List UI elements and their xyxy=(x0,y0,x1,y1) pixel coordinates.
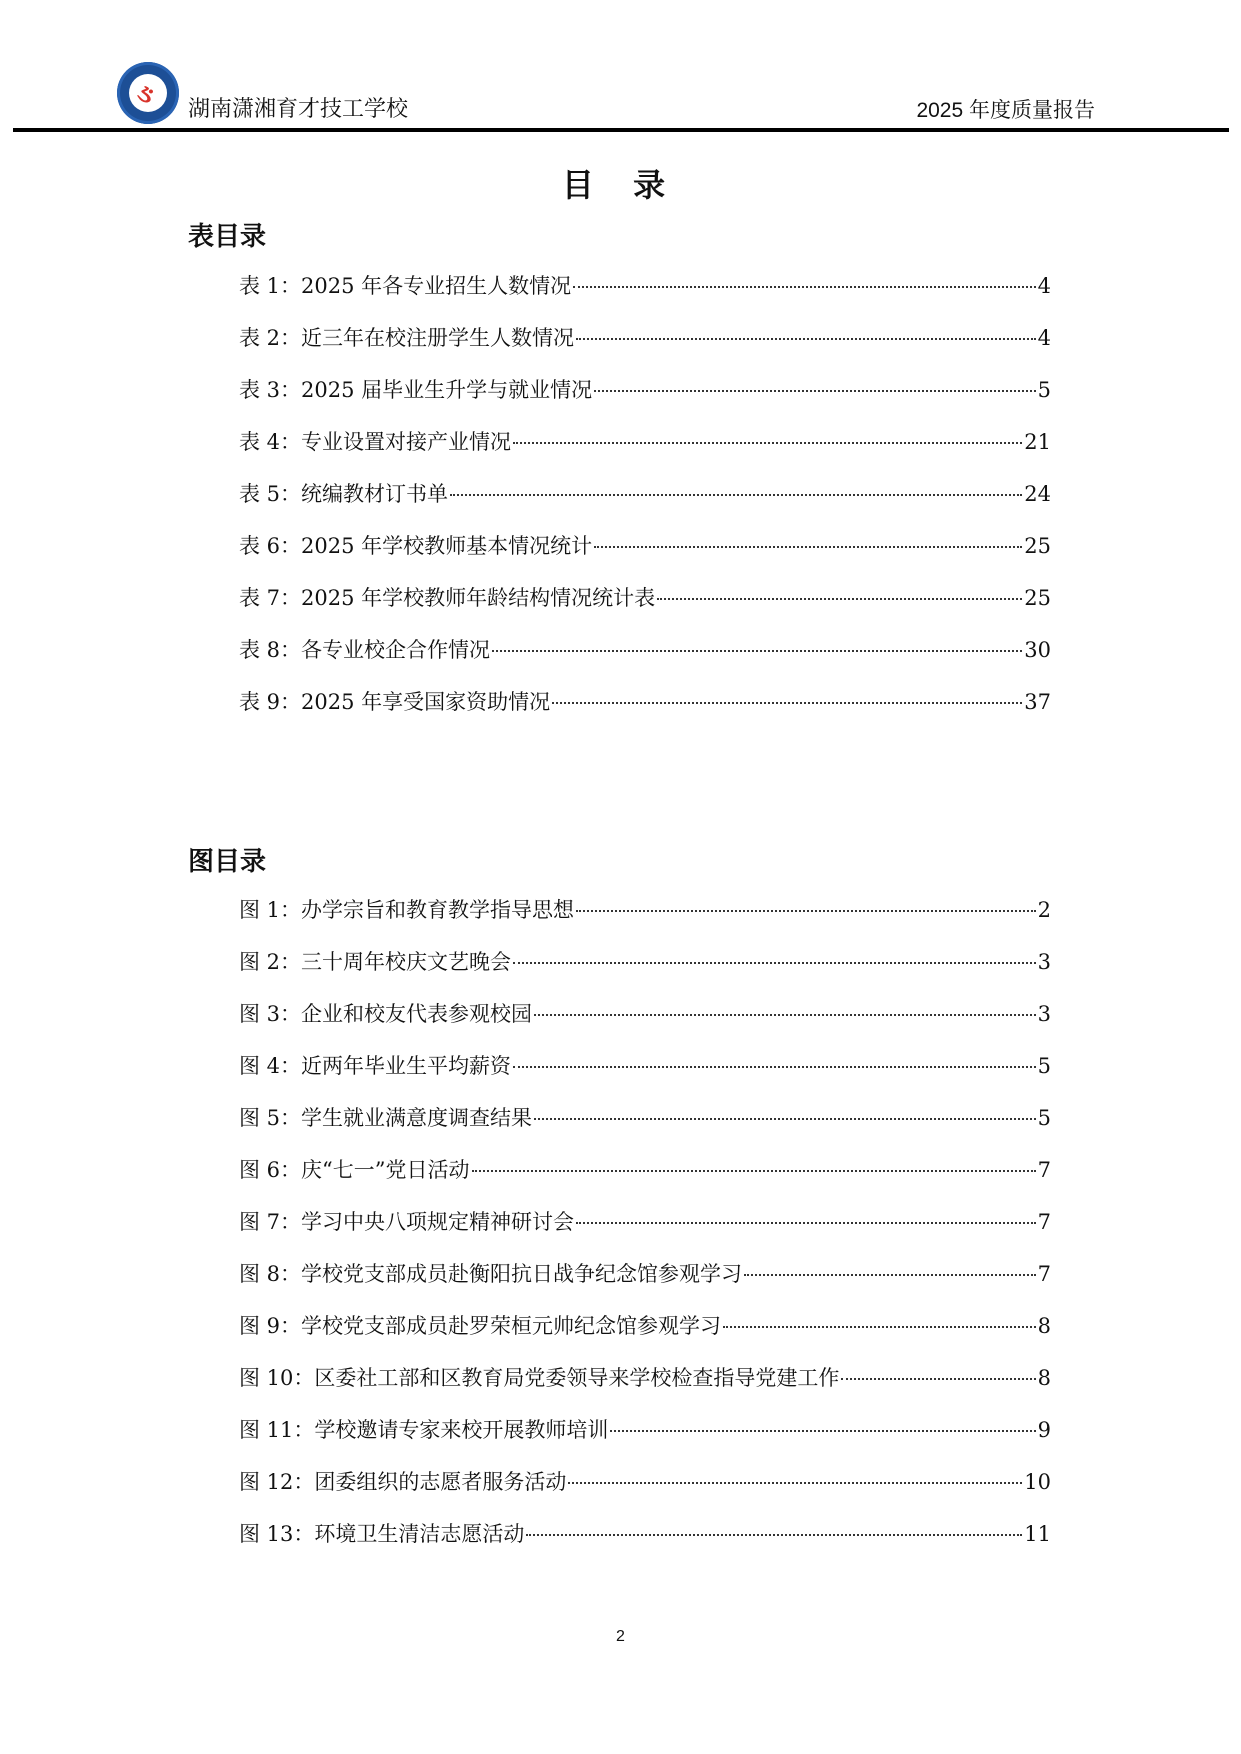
dot-leader xyxy=(594,390,1035,392)
dot-leader xyxy=(573,286,1035,288)
dot-leader xyxy=(552,702,1022,704)
school-logo: ઙ xyxy=(117,62,179,124)
toc-entry[interactable] xyxy=(239,686,1051,716)
toc-entry[interactable] xyxy=(239,270,1051,300)
toc-entry[interactable] xyxy=(239,1518,1051,1548)
toc-entry-page: 37 xyxy=(1024,690,1051,714)
toc-entry[interactable] xyxy=(239,1102,1051,1132)
toc-entry-label: 表 6：2025 年学校教师基本情况统计 xyxy=(239,534,593,558)
dot-leader xyxy=(576,910,1036,912)
toc-entry[interactable] xyxy=(239,998,1051,1028)
toc-entry-label: 表 7：2025 年学校教师年龄结构情况统计表 xyxy=(239,586,656,610)
toc-entry-page: 25 xyxy=(1024,534,1051,558)
dot-leader xyxy=(723,1326,1036,1328)
toc-entry[interactable] xyxy=(239,946,1051,976)
toc-entry-page: 21 xyxy=(1024,430,1051,454)
toc-entry-label: 表 8：各专业校企合作情况 xyxy=(239,638,491,662)
toc-entry[interactable] xyxy=(239,1206,1051,1236)
toc-entry-label: 表 1：2025 年各专业招生人数情况 xyxy=(239,274,572,298)
toc-entry[interactable] xyxy=(239,894,1051,924)
dot-leader xyxy=(744,1274,1036,1276)
toc-entry-page: 2 xyxy=(1037,898,1051,922)
dot-leader xyxy=(513,1066,1036,1068)
dot-leader xyxy=(841,1378,1035,1380)
figures-heading: 图目录 xyxy=(188,847,267,877)
toc-entry-page: 9 xyxy=(1037,1418,1051,1442)
toc-entry[interactable] xyxy=(239,1414,1051,1444)
toc-entry-page: 7 xyxy=(1037,1158,1051,1182)
toc-entry-page: 25 xyxy=(1024,586,1051,610)
dot-leader xyxy=(594,546,1022,548)
toc-entry-label: 图 13：环境卫生清洁志愿活动 xyxy=(239,1522,525,1546)
toc-entry[interactable] xyxy=(239,322,1051,352)
toc-entry[interactable] xyxy=(239,1310,1051,1340)
dot-leader xyxy=(513,962,1036,964)
dot-leader xyxy=(610,1430,1035,1432)
page-title: 目 录 xyxy=(561,166,680,204)
toc-entry-page: 5 xyxy=(1037,378,1051,402)
toc-entry-label: 表 2：近三年在校注册学生人数情况 xyxy=(239,326,575,350)
toc-entry-label: 图 2：三十周年校庆文艺晚会 xyxy=(239,950,512,974)
toc-entry-label: 图 4：近两年毕业生平均薪资 xyxy=(239,1054,512,1078)
toc-entry-page: 10 xyxy=(1024,1470,1051,1494)
toc-entry-page: 7 xyxy=(1037,1262,1051,1286)
toc-entry-label: 表 3：2025 届毕业生升学与就业情况 xyxy=(239,378,593,402)
dot-leader xyxy=(576,1222,1036,1224)
toc-entry-label: 图 12：团委组织的志愿者服务活动 xyxy=(239,1470,567,1494)
toc-entry-label: 表 5：统编教材订书单 xyxy=(239,482,449,506)
toc-entry-label: 图 3：企业和校友代表参观校园 xyxy=(239,1002,533,1026)
toc-entry[interactable] xyxy=(239,530,1051,560)
toc-entry[interactable] xyxy=(239,634,1051,664)
toc-entry-label: 图 6：庆“七一”党日活动 xyxy=(239,1158,470,1182)
toc-entry-label: 图 7：学习中央八项规定精神研讨会 xyxy=(239,1210,575,1234)
dot-leader xyxy=(492,650,1022,652)
toc-entry-label: 图 11：学校邀请专家来校开展教师培训 xyxy=(239,1418,609,1442)
dot-leader xyxy=(472,1170,1036,1172)
toc-entry[interactable] xyxy=(239,1362,1051,1392)
toc-entry-page: 8 xyxy=(1037,1366,1051,1390)
dot-leader xyxy=(534,1014,1036,1016)
school-name: 湖南潇湘育才技工学校 xyxy=(188,96,409,121)
toc-entry-page: 3 xyxy=(1037,1002,1051,1026)
dot-leader xyxy=(534,1118,1036,1120)
dot-leader xyxy=(657,598,1022,600)
toc-entry[interactable] xyxy=(239,1050,1051,1080)
toc-entry-label: 图 1：办学宗旨和教育教学指导思想 xyxy=(239,898,575,922)
toc-entry-label: 图 9：学校党支部成员赴罗荣桓元帅纪念馆参观学习 xyxy=(239,1314,722,1338)
dot-leader xyxy=(513,442,1022,444)
header-divider xyxy=(13,128,1229,132)
toc-entry[interactable] xyxy=(239,1258,1051,1288)
toc-entry-page: 5 xyxy=(1037,1106,1051,1130)
toc-entry[interactable] xyxy=(239,374,1051,404)
toc-entry[interactable] xyxy=(239,582,1051,612)
toc-entry[interactable] xyxy=(239,478,1051,508)
tables-heading: 表目录 xyxy=(188,222,267,252)
report-title: 2025 年度质量报告 xyxy=(916,99,1095,122)
toc-entry-page: 7 xyxy=(1037,1210,1051,1234)
toc-entry-page: 4 xyxy=(1037,274,1051,298)
toc-entry-page: 30 xyxy=(1024,638,1051,662)
page-number: 2 xyxy=(616,1628,625,1645)
dot-leader xyxy=(576,338,1036,340)
toc-entry[interactable] xyxy=(239,426,1051,456)
dot-leader xyxy=(568,1482,1022,1484)
toc-entry-page: 24 xyxy=(1024,482,1051,506)
toc-entry-page: 8 xyxy=(1037,1314,1051,1338)
toc-entry-label: 图 10：区委社工部和区教育局党委领导来学校检查指导党建工作 xyxy=(239,1366,840,1390)
dot-leader xyxy=(526,1534,1022,1536)
toc-entry-page: 4 xyxy=(1037,326,1051,350)
toc-entry-label: 表 4：专业设置对接产业情况 xyxy=(239,430,512,454)
toc-entry-label: 图 5：学生就业满意度调查结果 xyxy=(239,1106,533,1130)
dot-leader xyxy=(450,494,1022,496)
toc-entry-page: 3 xyxy=(1037,950,1051,974)
toc-entry-page: 11 xyxy=(1024,1522,1051,1546)
toc-entry-page: 5 xyxy=(1037,1054,1051,1078)
toc-entry-label: 表 9：2025 年享受国家资助情况 xyxy=(239,690,551,714)
toc-entry-label: 图 8：学校党支部成员赴衡阳抗日战争纪念馆参观学习 xyxy=(239,1262,743,1286)
toc-entry[interactable] xyxy=(239,1466,1051,1496)
toc-entry[interactable] xyxy=(239,1154,1051,1184)
